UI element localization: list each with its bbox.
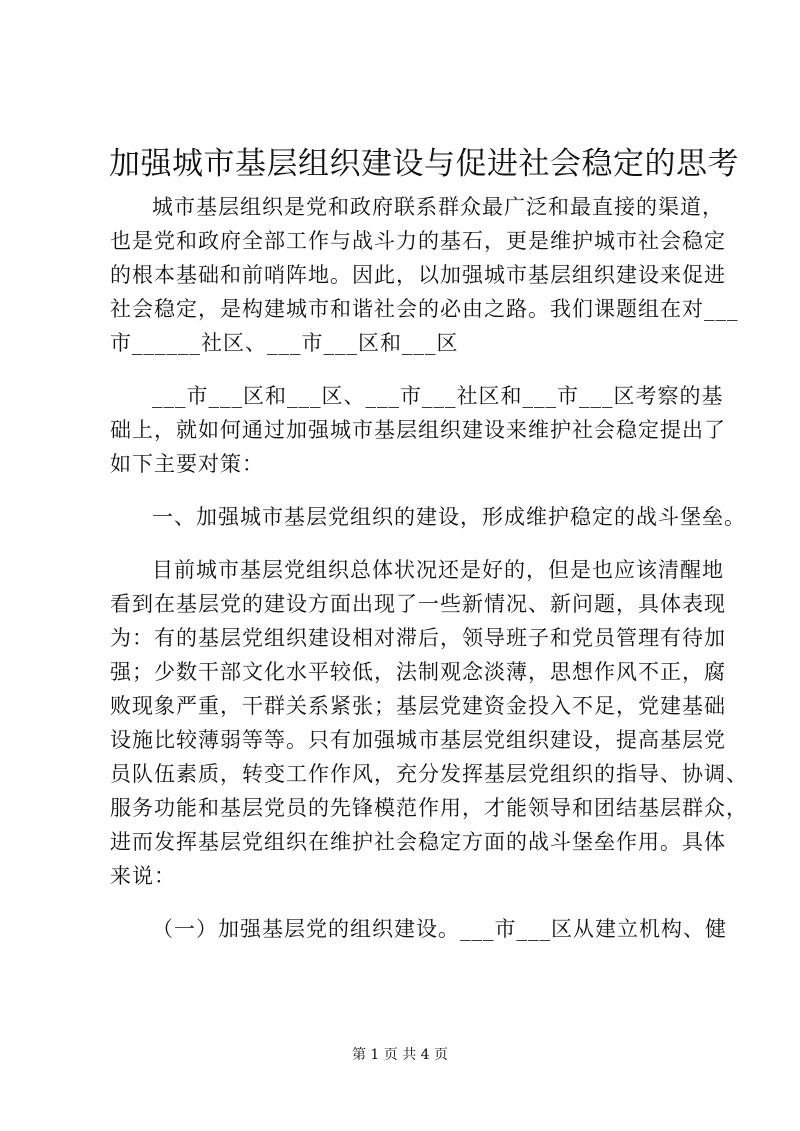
section-heading: 一、加强城市基层党组织的建设，形成维护稳定的战斗堡垒。 [152,505,746,529]
paragraph-line: 市______社区、___市___区和___区 [110,331,459,355]
paragraph-line: 的根本基础和前哨阵地。因此，以加强城市基层组织建设来促进 [110,263,726,287]
paragraph-line: 败现象严重，干群关系紧张；基层党建资金投入不足，党建基础 [110,694,726,718]
paragraph-line: 服务功能和基层党员的先锋模范作用，才能领导和团结基层群众， [110,796,748,820]
paragraph-line: 社会稳定，是构建城市和谐社会的必由之路。我们课题组在对___ [110,297,739,321]
paragraph-line: ___市___区和___区、___市___社区和___市___区考察的基 [152,384,724,408]
paragraph-line: 为：有的基层党组织建设相对滞后，领导班子和党员管理有待加 [110,626,726,650]
paragraph-line: 城市基层组织是党和政府联系群众最广泛和最直接的渠道， [152,195,724,219]
paragraph-line: 也是党和政府全部工作与战斗力的基石，更是维护城市社会稳定 [110,229,726,253]
paragraph-line: 进而发挥基层党组织在维护社会稳定方面的战斗堡垒作用。具体 [110,830,726,854]
paragraph-line: 础上，就如何通过加强城市基层组织建设来维护社会稳定提出了 [110,418,726,442]
document-title: 加强城市基层组织建设与促进社会稳定的思考 [109,146,739,182]
paragraph-line: 员队伍素质，转变工作作风，充分发挥基层党组织的指导、协调、 [110,762,748,786]
paragraph-line: 设施比较薄弱等等。只有加强城市基层党组织建设，提高基层党 [110,728,726,752]
paragraph-line: 来说： [110,864,176,888]
paragraph-line: 强；少数干部文化水平较低，法制观念淡薄，思想作风不正，腐 [110,660,726,684]
paragraph-line: 看到在基层党的建设方面出现了一些新情况、新问题，具体表现 [110,592,726,616]
subsection-heading: （一）加强基层党的组织建设。___市___区从建立机构、健 [152,917,727,941]
paragraph-line: 目前城市基层党组织总体状况还是好的，但是也应该清醒地 [152,558,724,582]
page-number-footer: 第 1 页 共 4 页 [351,1047,449,1063]
document-body [110,190,748,946]
paragraph-line: 如下主要对策： [110,452,264,476]
